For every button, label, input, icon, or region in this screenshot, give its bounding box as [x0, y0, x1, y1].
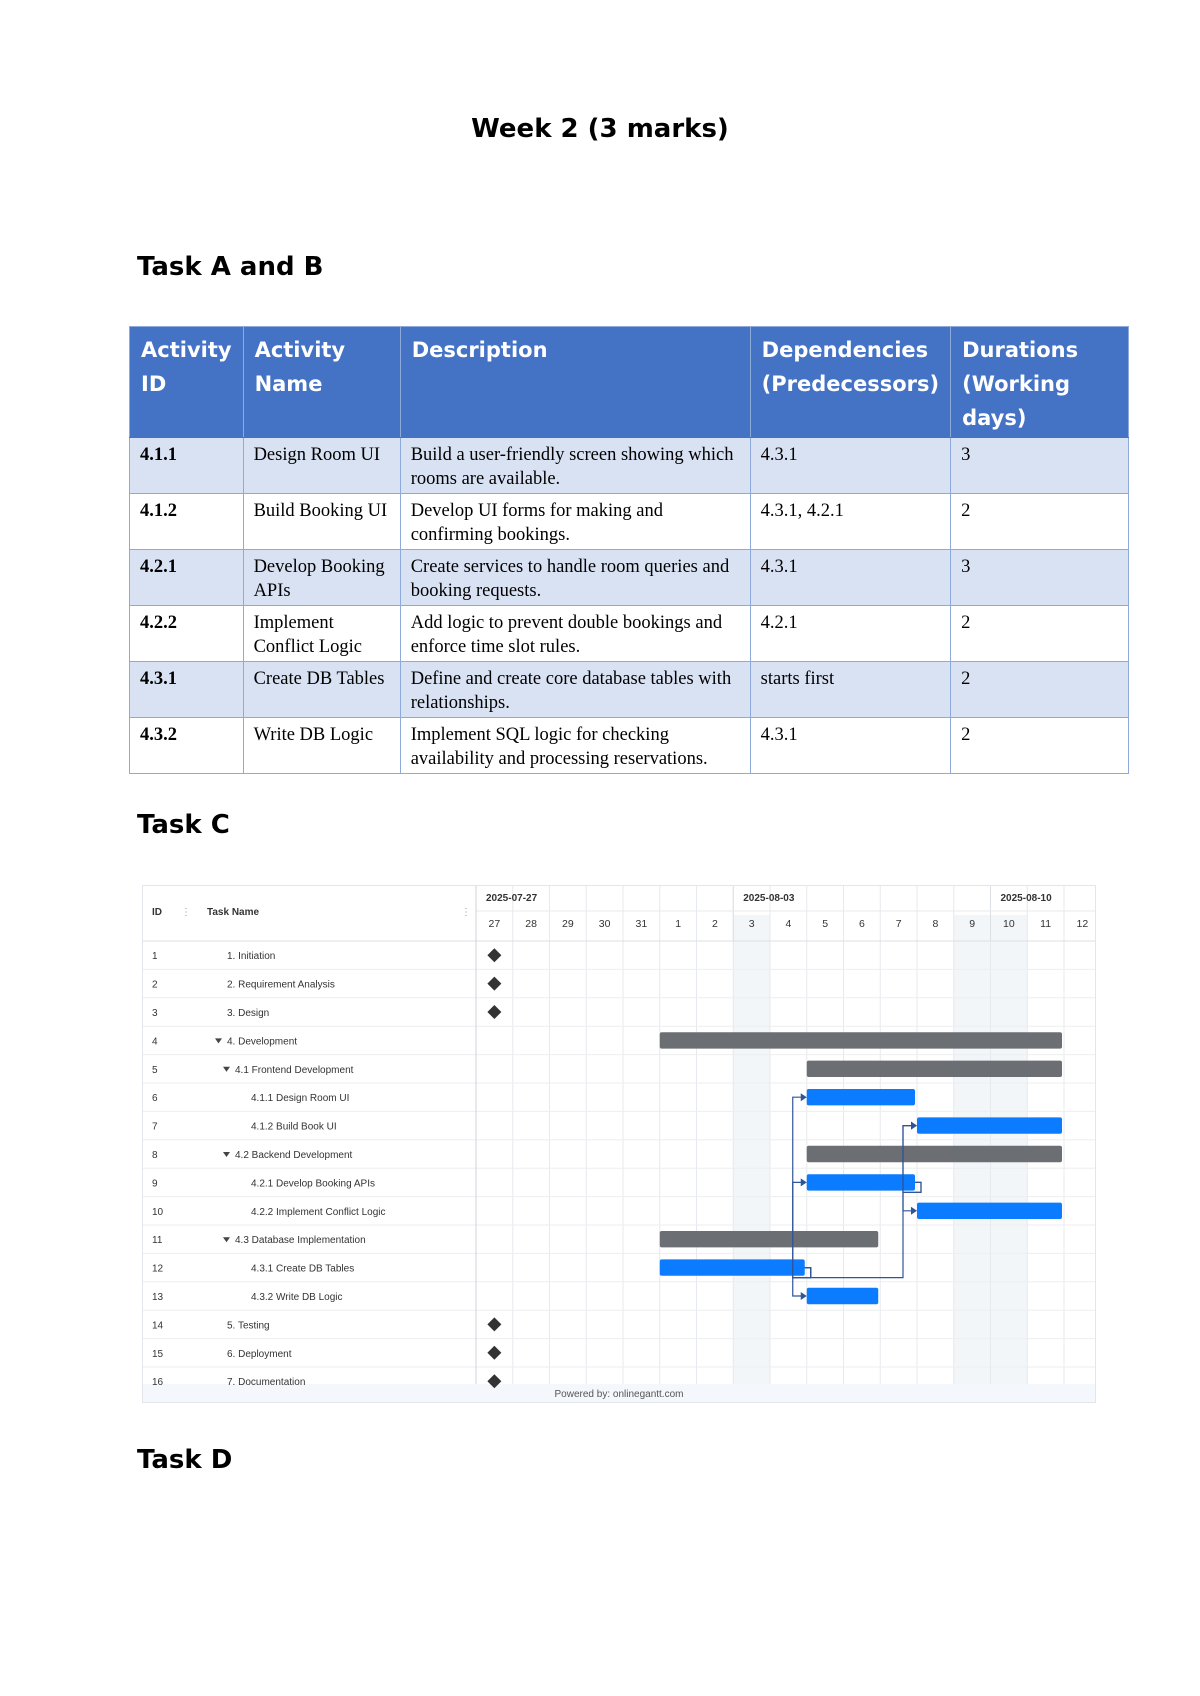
table-row [130, 438, 1129, 494]
cell-activity-name: Implement Conflict Logic [243, 606, 400, 662]
header-description: Description [400, 327, 750, 438]
cell-duration: 3 [951, 438, 1129, 494]
day-label: 27 [488, 918, 501, 930]
column-menu-icon: ⋮ [461, 907, 471, 918]
cell-activity-id: 4.1.2 [130, 494, 244, 550]
task-bar [917, 1117, 1062, 1133]
day-label: 1 [675, 918, 682, 930]
table-row [130, 718, 1129, 774]
day-label: 8 [932, 918, 939, 930]
table-row [130, 606, 1129, 662]
header-activity-id: Activity ID [130, 327, 244, 438]
cell-description: Add logic to prevent double bookings and enforce time slot rules. [400, 606, 750, 662]
column-header-task-name: Task Name [207, 907, 260, 918]
day-label: 12 [1076, 918, 1089, 930]
task-bar [917, 1203, 1062, 1219]
day-label: 30 [598, 918, 611, 930]
day-label: 29 [562, 918, 574, 930]
task-row-id: 16 [152, 1377, 164, 1389]
cell-activity-id: 4.3.1 [130, 662, 244, 718]
dependency-arrow-icon [911, 1122, 917, 1130]
table-header-row [130, 327, 1129, 438]
task-row-id: 5 [152, 1064, 158, 1076]
milestone-marker [487, 977, 501, 991]
task-name: 1. Initiation [227, 951, 276, 963]
dependency-arrow-icon [911, 1207, 917, 1215]
cell-activity-id: 4.3.2 [130, 718, 244, 774]
task-name: 5. Testing [227, 1320, 270, 1332]
day-label: 2 [711, 918, 718, 930]
dependency-arrow-icon [801, 1292, 807, 1300]
cell-duration: 2 [951, 718, 1129, 774]
header-durations: Durations (Working days) [951, 327, 1129, 438]
task-name: 4.2.1 Develop Booking APIs [251, 1178, 375, 1190]
cell-dependencies: 4.3.1 [750, 438, 950, 494]
section-heading-task-a-b: Task A and B [137, 252, 324, 282]
summary-bar [660, 1032, 1062, 1048]
day-label: 4 [785, 918, 792, 930]
cell-description: Create services to handle room queries and booking requests. [400, 550, 750, 606]
day-label: 11 [1040, 918, 1052, 930]
task-bar [660, 1259, 805, 1275]
day-label: 9 [969, 918, 976, 930]
day-label: 6 [858, 918, 865, 930]
cell-description: Build a user-friendly screen showing which rooms are available. [400, 438, 750, 494]
task-bar [807, 1174, 915, 1190]
cell-dependencies: 4.2.1 [750, 606, 950, 662]
cell-activity-name: Write DB Logic [243, 718, 400, 774]
milestone-marker [487, 1317, 501, 1331]
task-row-id: 15 [152, 1348, 164, 1360]
task-name: 3. Design [227, 1008, 270, 1019]
task-row-id: 9 [152, 1178, 158, 1190]
cell-activity-name: Build Booking UI [243, 494, 400, 550]
section-heading-task-c: Task C [137, 810, 230, 840]
collapse-caret-icon [215, 1038, 222, 1043]
day-label: 5 [822, 918, 829, 930]
week-label: 2025-07-27 [486, 893, 538, 904]
cell-activity-name: Develop Booking APIs [243, 550, 400, 606]
table-row [130, 662, 1129, 718]
table-row [130, 494, 1129, 550]
task-row-id: 3 [152, 1008, 158, 1019]
collapse-caret-icon [223, 1152, 230, 1157]
task-name: 4. Development [227, 1036, 298, 1048]
activity-table [129, 326, 1129, 774]
day-label: 10 [1003, 918, 1015, 930]
cell-dependencies: starts first [750, 662, 950, 718]
collapse-caret-icon [223, 1237, 230, 1242]
task-row-id: 2 [152, 979, 158, 991]
table-row [130, 550, 1129, 606]
cell-dependencies: 4.3.1 [750, 718, 950, 774]
dependency-arrow-icon [801, 1093, 807, 1101]
task-row-id: 14 [152, 1320, 164, 1332]
task-name: 7. Documentation [227, 1377, 306, 1389]
milestone-marker [487, 1005, 501, 1019]
summary-bar [660, 1231, 879, 1247]
task-bar [807, 1089, 915, 1105]
column-menu-icon: ⋮ [181, 907, 191, 918]
cell-description: Implement SQL logic for checking availability and processing reservations. [400, 718, 750, 774]
collapse-caret-icon [223, 1067, 230, 1072]
task-name: 4.3.2 Write DB Logic [251, 1292, 343, 1303]
task-row-id: 4 [152, 1036, 158, 1048]
cell-dependencies: 4.3.1, 4.2.1 [750, 494, 950, 550]
cell-dependencies: 4.3.1 [750, 550, 950, 606]
day-label: 31 [635, 918, 648, 930]
task-row-id: 7 [152, 1121, 158, 1133]
milestone-marker [487, 1346, 501, 1360]
section-heading-task-d: Task D [137, 1445, 233, 1475]
task-row-id: 13 [152, 1292, 164, 1303]
week-label: 2025-08-10 [1000, 893, 1052, 904]
cell-activity-id: 4.2.2 [130, 606, 244, 662]
task-name: 4.2.2 Implement Conflict Logic [251, 1206, 386, 1218]
summary-bar [807, 1146, 1062, 1162]
task-name: 4.3.1 Create DB Tables [251, 1263, 355, 1275]
task-name: 4.1 Frontend Development [235, 1064, 354, 1076]
task-name: 4.1.2 Build Book UI [251, 1121, 337, 1133]
document-title: Week 2 (3 marks) [471, 114, 729, 144]
footer-credit: Powered by: onlinegantt.com [554, 1389, 684, 1400]
gantt-chart-image [142, 885, 1096, 1403]
task-name: 4.1.1 Design Room UI [251, 1093, 350, 1105]
cell-duration: 2 [951, 662, 1129, 718]
task-row-id: 10 [152, 1206, 164, 1218]
dependency-arrow-icon [801, 1178, 807, 1186]
milestone-marker [487, 948, 501, 962]
task-bar [807, 1288, 879, 1304]
cell-activity-id: 4.1.1 [130, 438, 244, 494]
cell-activity-id: 4.2.1 [130, 550, 244, 606]
task-row-id: 8 [152, 1150, 158, 1161]
cell-description: Develop UI forms for making and confirming bookings. [400, 494, 750, 550]
week-label: 2025-08-03 [743, 893, 795, 904]
cell-duration: 2 [951, 494, 1129, 550]
task-name: 6. Deployment [227, 1348, 292, 1360]
day-label: 3 [748, 918, 755, 930]
task-name: 4.2 Backend Development [235, 1150, 353, 1161]
day-label: 28 [525, 918, 537, 930]
weekend-shade [733, 915, 770, 1384]
cell-activity-name: Design Room UI [243, 438, 400, 494]
column-header-id: ID [152, 907, 162, 918]
cell-duration: 2 [951, 606, 1129, 662]
task-name: 4.3 Database Implementation [235, 1235, 366, 1247]
cell-description: Define and create core database tables with relationships. [400, 662, 750, 718]
summary-bar [807, 1061, 1062, 1077]
task-row-id: 6 [152, 1093, 158, 1105]
cell-duration: 3 [951, 550, 1129, 606]
task-row-id: 11 [152, 1235, 163, 1247]
day-label: 7 [895, 918, 902, 930]
header-activity-name: Activity Name [243, 327, 400, 438]
task-row-id: 1 [152, 951, 158, 963]
task-name: 2. Requirement Analysis [227, 979, 335, 991]
task-row-id: 12 [152, 1263, 164, 1275]
gantt-chart [143, 886, 1095, 1402]
header-dependencies: Dependencies (Predecessors) [750, 327, 950, 438]
cell-activity-name: Create DB Tables [243, 662, 400, 718]
